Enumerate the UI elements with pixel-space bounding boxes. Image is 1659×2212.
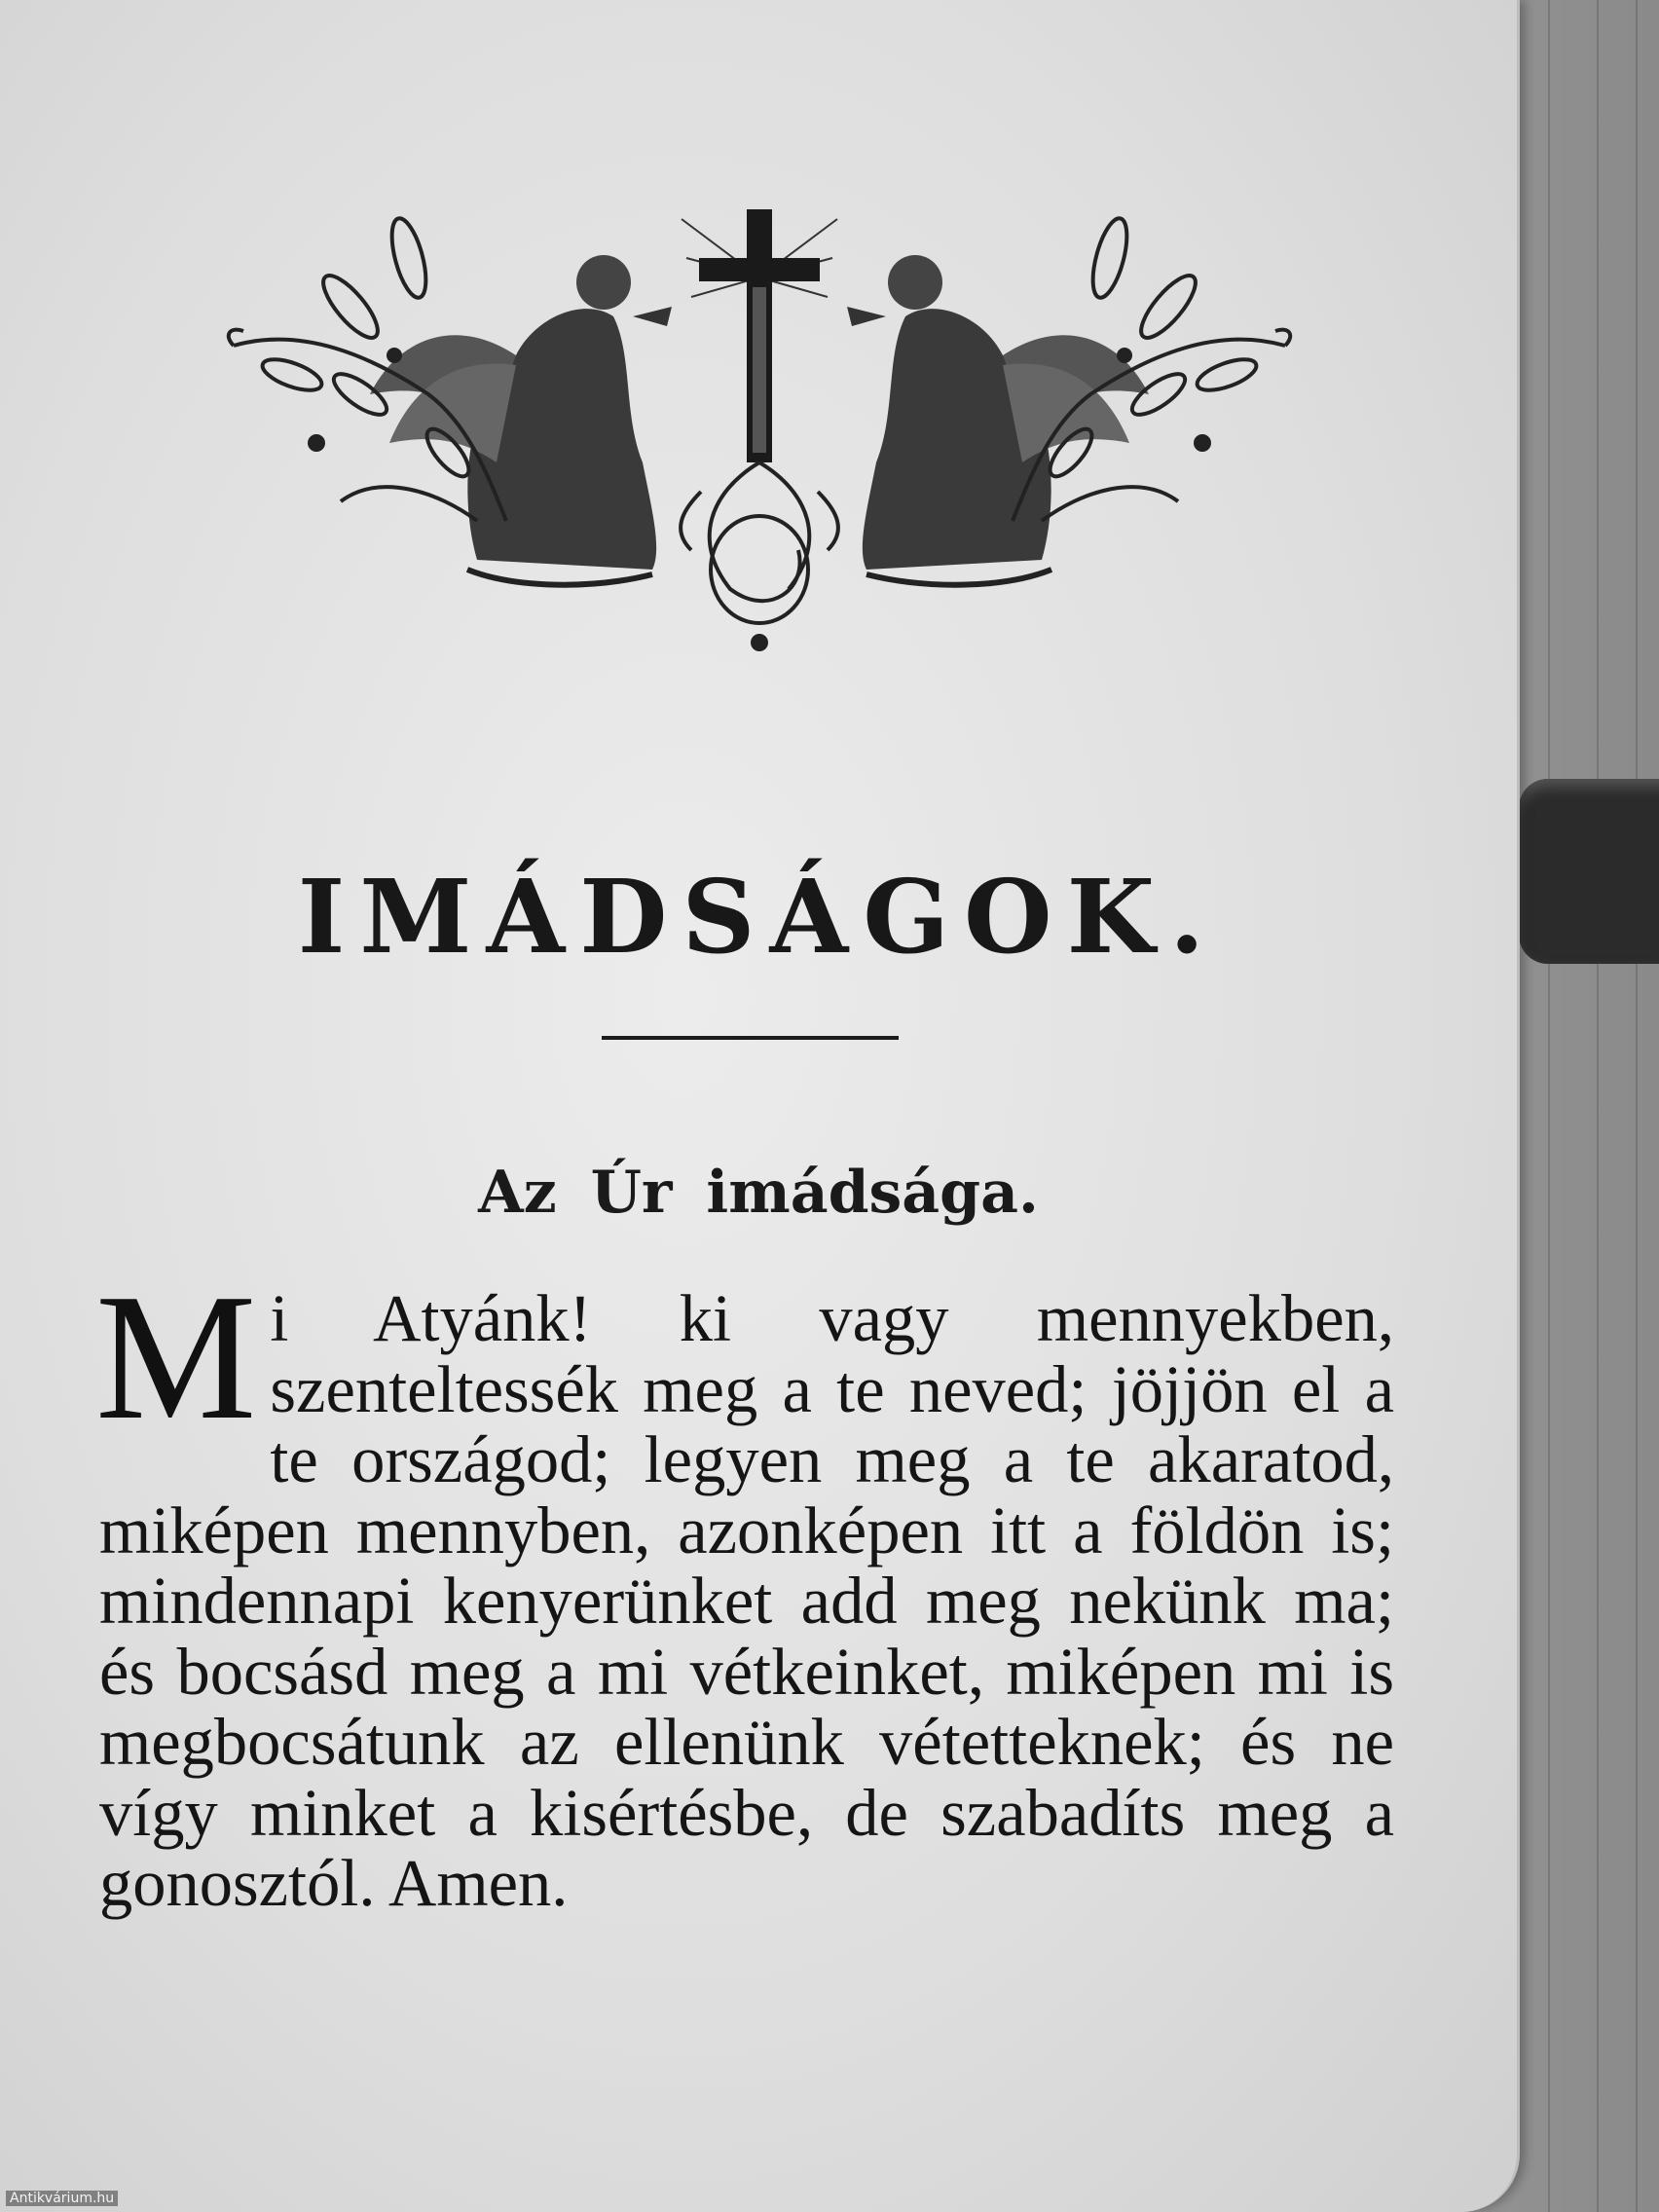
title-divider — [602, 1036, 899, 1040]
book-clasp-strap — [1519, 779, 1659, 964]
central-foliage — [681, 462, 838, 649]
angels-cross-vignette-icon — [224, 200, 1295, 657]
page-title: IMÁDSÁGOK. — [297, 857, 1220, 977]
section-heading: Az Úr imádsága. — [478, 1159, 1039, 1227]
prayer-text-block — [95, 1257, 1394, 1920]
prayer-body: i Atyánk! ki vagy mennyekben, szenteltessék meg a te neved; jöjjön el a te országod; legyen meg a te akaratod, miképen mennyben, azonképen itt a földön is; mindennapi kenyerünket add meg nekünk ma; és bocsásd meg a mi vétkeinket, miképen mi is megbocsátunk az ellenünk vétetteknek; és ne vígy minket a kisértésbe, de szabadíts meg a gonosztól. Amen. — [99, 1281, 1394, 1920]
wood-grain-line — [1597, 0, 1599, 2212]
watermark-label: Antikvárium.hu — [6, 2191, 118, 2206]
wood-grain-line — [1548, 0, 1550, 2212]
drop-cap-initial: M — [95, 1257, 257, 1457]
wood-grain-line — [1636, 0, 1638, 2212]
cross-icon — [699, 209, 820, 462]
left-angel-icon — [370, 255, 672, 585]
right-angel-icon — [847, 255, 1149, 585]
